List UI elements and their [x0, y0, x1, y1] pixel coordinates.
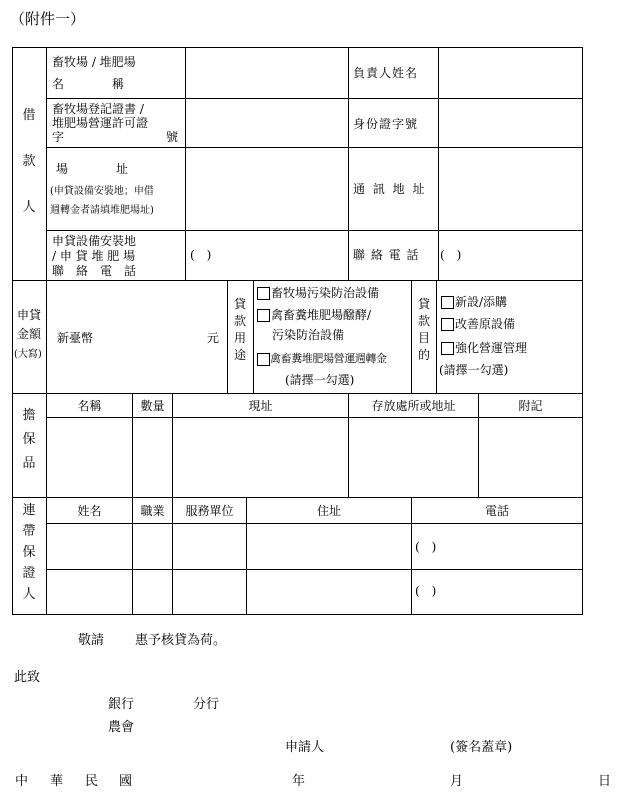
purpose-option-1-label: 新設/添購: [455, 295, 508, 309]
applicant-label: 申請人: [285, 740, 325, 755]
guarantor-row[interactable]: [47, 524, 582, 569]
date-prefix-2: 華: [50, 774, 64, 789]
use-option-2-label-2: 污染防治設備: [272, 328, 345, 342]
purpose-option-2-checkbox[interactable]: [441, 318, 454, 331]
use-option-1-checkbox[interactable]: [257, 287, 270, 300]
owner-name-label: 負責人姓名: [353, 66, 419, 80]
contact-phone-label: 聯 絡 電 話: [353, 248, 420, 262]
date-year: 年: [292, 774, 306, 789]
farm-name-value[interactable]: [190, 55, 340, 91]
collateral-header-note: 附記: [518, 399, 543, 413]
cert-label-2: 堆肥場營運許可證: [52, 116, 149, 130]
date-day: 日: [598, 774, 612, 789]
guarantor-header-employer: 服務單位: [185, 504, 234, 518]
mail-address-label: 通 訊 地 址: [353, 182, 427, 196]
purpose-option-1-checkbox[interactable]: [441, 296, 454, 309]
currency-unit: 元: [207, 331, 220, 345]
use-option-3-label: 禽畜糞堆肥場營運週轉金: [270, 352, 387, 365]
guarantor-header-job: 職業: [140, 504, 165, 518]
purpose-option-2-label: 改善原設備: [455, 317, 516, 331]
use-option-3-checkbox[interactable]: [257, 353, 270, 366]
attachment-label: （附件一）: [10, 10, 86, 28]
collateral-header-name: 名稱: [77, 399, 102, 413]
loan-purpose-label: 貸 款 目 的: [417, 297, 430, 362]
purpose-option-3-label: 強化營運管理: [455, 341, 528, 355]
farmers-association-label: 農會: [108, 720, 135, 735]
date-month: 月: [450, 774, 464, 789]
id-number-label: 身份證字號: [353, 117, 419, 131]
request-text: 惠予核貸為荷。: [135, 633, 227, 648]
loan-amount-label-1: 申貸: [17, 308, 42, 322]
guarantor-side-label: 連 帶 保 證 人: [22, 503, 36, 602]
install-phone-label-2: / 申 貸 堆 肥 場: [52, 249, 136, 263]
salutation: 此致: [14, 670, 41, 685]
install-phone-label-3: 聯 絡 電 話: [52, 264, 137, 278]
loan-use-label: 貸 款 用 途: [233, 297, 246, 362]
borrower-side-label: 借 款 人: [22, 108, 36, 215]
guarantor-header-address: 住址: [316, 504, 341, 518]
date-prefix-4: 國: [119, 774, 133, 789]
loan-amount-label-2: 金額: [17, 327, 42, 341]
install-phone-value[interactable]: ( ): [190, 248, 212, 262]
install-phone-label-1: 申貸設備安裝地: [52, 234, 137, 248]
id-number-value[interactable]: [442, 104, 576, 140]
collateral-side-label: 擔 保 品: [22, 408, 36, 471]
use-option-1-label: 畜牧場污染防治設備: [271, 286, 380, 300]
loan-amount-label-3: (大寫): [14, 349, 42, 360]
signature-label: (簽名蓋章): [450, 740, 513, 755]
collateral-header-qty: 數量: [140, 399, 165, 413]
owner-name-value[interactable]: [442, 55, 576, 91]
site-label: 場 址: [56, 162, 129, 176]
bank-label: 銀行: [108, 697, 135, 712]
site-note-1: (申貸設備安裝地；申借: [50, 186, 154, 197]
branch-label: 分行: [193, 697, 220, 712]
guarantor-header-name: 姓名: [77, 504, 102, 518]
purpose-option-3-checkbox[interactable]: [441, 342, 454, 355]
cert-label-3a: 字: [52, 130, 65, 144]
collateral-header-storage: 存放處所或地址: [371, 399, 456, 413]
purpose-hint: (請擇一勾選): [439, 363, 509, 377]
site-value[interactable]: [190, 152, 340, 224]
use-option-2-checkbox[interactable]: [257, 309, 270, 322]
date-prefix-3: 民: [85, 774, 99, 789]
cert-value[interactable]: [190, 104, 340, 140]
use-hint: (請擇一勾選): [285, 373, 355, 387]
currency-label: 新臺幣: [57, 331, 94, 345]
guarantor-phone-2[interactable]: ( ): [415, 584, 437, 598]
farm-name-label: 畜牧場 / 堆肥場: [52, 55, 136, 69]
mail-address-value[interactable]: [442, 152, 576, 224]
guarantor-row[interactable]: [47, 570, 582, 614]
farm-name-label-2: 名 稱: [52, 77, 128, 91]
guarantor-header-phone: 電話: [484, 504, 509, 518]
site-note-2: 週轉金者請填堆肥場址): [50, 205, 154, 216]
cert-label-1: 畜牧場登記證書 /: [52, 102, 144, 116]
collateral-row[interactable]: [47, 418, 582, 497]
date-prefix-1: 中: [15, 774, 29, 789]
request-prefix: 敬請: [78, 633, 105, 648]
cert-label-3b: 號: [166, 130, 179, 144]
loan-amount-value[interactable]: [100, 320, 200, 350]
guarantor-phone-1[interactable]: ( ): [415, 540, 437, 554]
collateral-header-location: 現址: [248, 399, 273, 413]
use-option-2-label: 禽畜糞堆肥場醱酵/: [271, 308, 372, 322]
contact-phone-value[interactable]: ( ): [440, 248, 462, 262]
